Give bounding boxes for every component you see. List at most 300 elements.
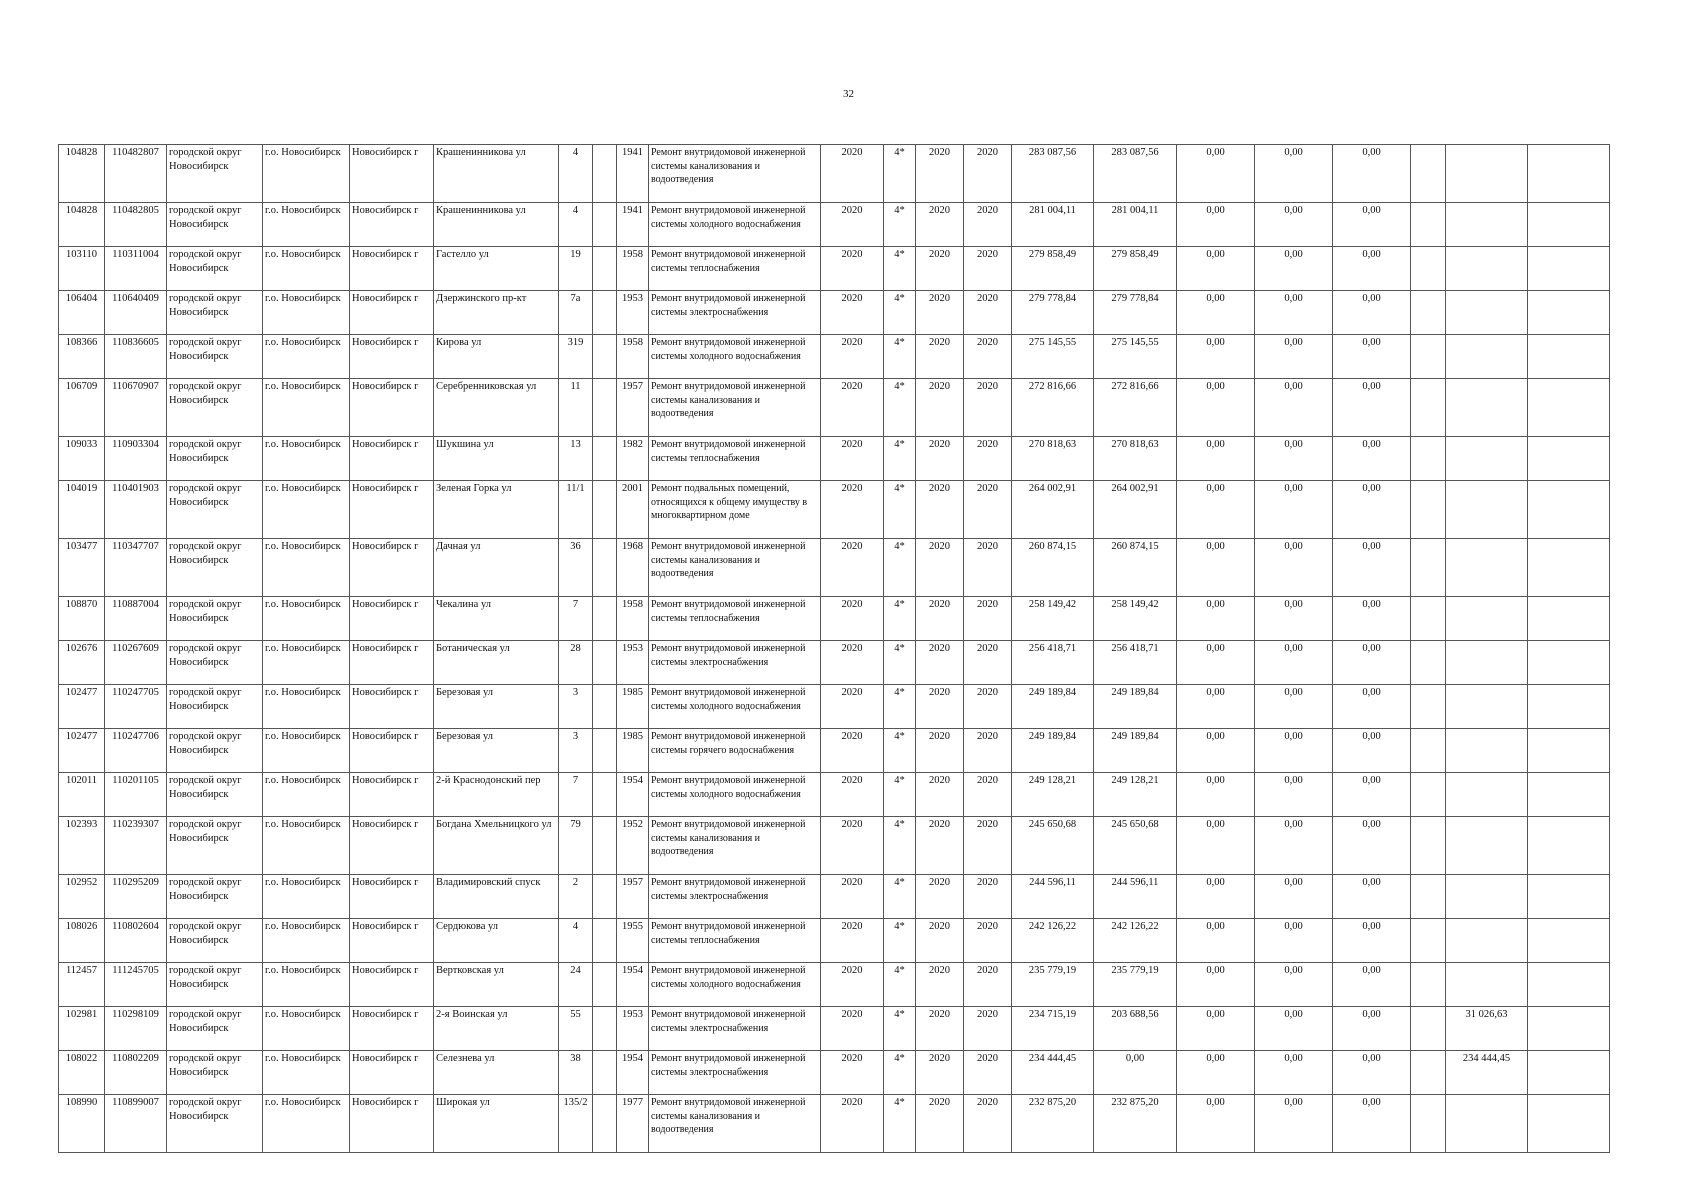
build-year-cell: 1958 [617,597,649,641]
plan-year-cell: 2020 [821,247,884,291]
work-type-cell: Ремонт внутридомовой инженерной системы холодного водоснабжения [649,335,821,379]
row-id-cell: 106404 [59,291,105,335]
work-type-cell: Ремонт внутридомовой инженерной системы холодного водоснабжения [649,203,821,247]
building-cell [593,875,617,919]
district-cell: городской округ Новосибирск [167,597,263,641]
house-number-cell: 2 [559,875,593,919]
year-from-cell: 2020 [916,1095,964,1153]
object-code-cell: 110401903 [105,481,167,539]
amount-1-cell: 0,00 [1177,335,1255,379]
row-id-cell: 102477 [59,685,105,729]
object-code-cell: 110899007 [105,1095,167,1153]
amount-5-cell [1446,539,1528,597]
table-row [59,641,1610,685]
street-cell: Широкая ул [434,1095,559,1153]
fund-amount-cell: 0,00 [1094,1051,1177,1095]
amount-5-cell [1446,335,1528,379]
amount-1-cell: 0,00 [1177,539,1255,597]
object-code-cell: 110298109 [105,1007,167,1051]
district-cell: городской округ Новосибирск [167,437,263,481]
total-cost-cell: 235 779,19 [1012,963,1094,1007]
plan-year-cell: 2020 [821,145,884,203]
municipality-cell: г.о. Новосибирск [263,641,350,685]
object-code-cell: 110482805 [105,203,167,247]
amount-4-cell [1411,919,1446,963]
total-cost-cell: 249 128,21 [1012,773,1094,817]
work-type-cell: Ремонт подвальных помещений, относящихся к общему имуществу в многоквартирном доме [649,481,821,539]
amount-3-cell: 0,00 [1333,1051,1411,1095]
build-year-cell: 1985 [617,685,649,729]
fund-amount-cell: 203 688,56 [1094,1007,1177,1051]
amount-2-cell: 0,00 [1255,481,1333,539]
municipality-cell: г.о. Новосибирск [263,481,350,539]
object-code-cell: 111245705 [105,963,167,1007]
amount-5-cell [1446,729,1528,773]
object-code-cell: 110640409 [105,291,167,335]
total-cost-cell: 232 875,20 [1012,1095,1094,1153]
city-cell: Новосибирск г [350,335,434,379]
plan-year-cell: 2020 [821,875,884,919]
table-row [59,597,1610,641]
mark-cell: 4* [884,1095,916,1153]
amount-1-cell: 0,00 [1177,875,1255,919]
building-cell [593,685,617,729]
total-cost-cell: 260 874,15 [1012,539,1094,597]
page-number: 32 [843,88,854,100]
amount-2-cell: 0,00 [1255,437,1333,481]
work-type-cell: Ремонт внутридомовой инженерной системы канализования и водоотведения [649,539,821,597]
amount-6-cell [1528,145,1610,203]
street-cell: Зеленая Горка ул [434,481,559,539]
year-from-cell: 2020 [916,773,964,817]
build-year-cell: 1958 [617,247,649,291]
amount-1-cell: 0,00 [1177,919,1255,963]
plan-year-cell: 2020 [821,963,884,1007]
plan-year-cell: 2020 [821,1051,884,1095]
work-type-cell: Ремонт внутридомовой инженерной системы холодного водоснабжения [649,963,821,1007]
house-number-cell: 36 [559,539,593,597]
plan-year-cell: 2020 [821,685,884,729]
amount-4-cell [1411,247,1446,291]
amount-3-cell: 0,00 [1333,481,1411,539]
row-id-cell: 108366 [59,335,105,379]
amount-6-cell [1528,685,1610,729]
street-cell: Селезнева ул [434,1051,559,1095]
amount-1-cell: 0,00 [1177,641,1255,685]
city-cell: Новосибирск г [350,145,434,203]
object-code-cell: 110482807 [105,145,167,203]
year-to-cell: 2020 [964,875,1012,919]
year-from-cell: 2020 [916,1007,964,1051]
object-code-cell: 110802209 [105,1051,167,1095]
building-cell [593,481,617,539]
street-cell: Вертковская ул [434,963,559,1007]
amount-3-cell: 0,00 [1333,1007,1411,1051]
building-cell [593,291,617,335]
amount-1-cell: 0,00 [1177,291,1255,335]
amount-4-cell [1411,685,1446,729]
municipality-cell: г.о. Новосибирск [263,291,350,335]
street-cell: Крашенинникова ул [434,145,559,203]
amount-4-cell [1411,481,1446,539]
amount-5-cell [1446,919,1528,963]
city-cell: Новосибирск г [350,203,434,247]
work-type-cell: Ремонт внутридомовой инженерной системы теплоснабжения [649,437,821,481]
amount-6-cell [1528,817,1610,875]
city-cell: Новосибирск г [350,685,434,729]
fund-amount-cell: 242 126,22 [1094,919,1177,963]
row-id-cell: 109033 [59,437,105,481]
street-cell: 2-й Краснодонский пер [434,773,559,817]
total-cost-cell: 264 002,91 [1012,481,1094,539]
amount-2-cell: 0,00 [1255,817,1333,875]
year-to-cell: 2020 [964,597,1012,641]
house-number-cell: 7а [559,291,593,335]
build-year-cell: 1953 [617,641,649,685]
amount-2-cell: 0,00 [1255,335,1333,379]
amount-3-cell: 0,00 [1333,641,1411,685]
table-row [59,291,1610,335]
amount-2-cell: 0,00 [1255,641,1333,685]
build-year-cell: 1952 [617,817,649,875]
city-cell: Новосибирск г [350,437,434,481]
building-cell [593,145,617,203]
fund-amount-cell: 235 779,19 [1094,963,1177,1007]
work-type-cell: Ремонт внутридомовой инженерной системы горячего водоснабжения [649,729,821,773]
year-from-cell: 2020 [916,203,964,247]
mark-cell: 4* [884,539,916,597]
city-cell: Новосибирск г [350,597,434,641]
work-type-cell: Ремонт внутридомовой инженерной системы теплоснабжения [649,597,821,641]
municipality-cell: г.о. Новосибирск [263,919,350,963]
build-year-cell: 1941 [617,203,649,247]
year-from-cell: 2020 [916,379,964,437]
street-cell: Гастелло ул [434,247,559,291]
amount-3-cell: 0,00 [1333,597,1411,641]
object-code-cell: 110347707 [105,539,167,597]
mark-cell: 4* [884,685,916,729]
building-cell [593,597,617,641]
total-cost-cell: 258 149,42 [1012,597,1094,641]
amount-3-cell: 0,00 [1333,729,1411,773]
amount-1-cell: 0,00 [1177,145,1255,203]
plan-year-cell: 2020 [821,729,884,773]
street-cell: Владимировский спуск [434,875,559,919]
table-row [59,1007,1610,1051]
building-cell [593,963,617,1007]
amount-5-cell [1446,437,1528,481]
amount-6-cell [1528,437,1610,481]
build-year-cell: 2001 [617,481,649,539]
amount-6-cell [1528,773,1610,817]
plan-year-cell: 2020 [821,481,884,539]
house-number-cell: 3 [559,729,593,773]
plan-year-cell: 2020 [821,379,884,437]
fund-amount-cell: 249 189,84 [1094,729,1177,773]
year-from-cell: 2020 [916,597,964,641]
building-cell [593,1051,617,1095]
mark-cell: 4* [884,963,916,1007]
row-id-cell: 108026 [59,919,105,963]
municipality-cell: г.о. Новосибирск [263,773,350,817]
object-code-cell: 110903304 [105,437,167,481]
street-cell: Крашенинникова ул [434,203,559,247]
amount-2-cell: 0,00 [1255,1095,1333,1153]
fund-amount-cell: 270 818,63 [1094,437,1177,481]
city-cell: Новосибирск г [350,379,434,437]
district-cell: городской округ Новосибирск [167,773,263,817]
fund-amount-cell: 244 596,11 [1094,875,1177,919]
total-cost-cell: 245 650,68 [1012,817,1094,875]
municipality-cell: г.о. Новосибирск [263,1007,350,1051]
street-cell: Кирова ул [434,335,559,379]
district-cell: городской округ Новосибирск [167,963,263,1007]
total-cost-cell: 249 189,84 [1012,685,1094,729]
building-cell [593,437,617,481]
work-type-cell: Ремонт внутридомовой инженерной системы электроснабжения [649,875,821,919]
amount-5-cell [1446,1095,1528,1153]
amount-2-cell: 0,00 [1255,919,1333,963]
municipality-cell: г.о. Новосибирск [263,875,350,919]
amount-1-cell: 0,00 [1177,481,1255,539]
amount-4-cell [1411,729,1446,773]
amount-2-cell: 0,00 [1255,685,1333,729]
amount-6-cell [1528,729,1610,773]
amount-4-cell [1411,1007,1446,1051]
amount-6-cell [1528,539,1610,597]
year-to-cell: 2020 [964,539,1012,597]
amount-3-cell: 0,00 [1333,291,1411,335]
year-to-cell: 2020 [964,729,1012,773]
amount-5-cell [1446,773,1528,817]
row-id-cell: 108022 [59,1051,105,1095]
amount-5-cell [1446,247,1528,291]
district-cell: городской округ Новосибирск [167,1095,263,1153]
table-row [59,481,1610,539]
plan-year-cell: 2020 [821,817,884,875]
municipality-cell: г.о. Новосибирск [263,729,350,773]
amount-1-cell: 0,00 [1177,1007,1255,1051]
build-year-cell: 1985 [617,729,649,773]
street-cell: Березовая ул [434,729,559,773]
year-from-cell: 2020 [916,1051,964,1095]
city-cell: Новосибирск г [350,291,434,335]
district-cell: городской округ Новосибирск [167,247,263,291]
fund-amount-cell: 232 875,20 [1094,1095,1177,1153]
amount-6-cell [1528,291,1610,335]
house-number-cell: 7 [559,773,593,817]
build-year-cell: 1955 [617,919,649,963]
house-number-cell: 28 [559,641,593,685]
year-to-cell: 2020 [964,963,1012,1007]
city-cell: Новосибирск г [350,817,434,875]
house-number-cell: 319 [559,335,593,379]
amount-6-cell [1528,963,1610,1007]
amount-5-cell [1446,597,1528,641]
house-number-cell: 13 [559,437,593,481]
amount-6-cell [1528,641,1610,685]
house-number-cell: 11/1 [559,481,593,539]
municipality-cell: г.о. Новосибирск [263,145,350,203]
municipality-cell: г.о. Новосибирск [263,963,350,1007]
amount-4-cell [1411,539,1446,597]
amount-6-cell [1528,1095,1610,1153]
amount-1-cell: 0,00 [1177,379,1255,437]
mark-cell: 4* [884,729,916,773]
year-from-cell: 2020 [916,437,964,481]
total-cost-cell: 272 816,66 [1012,379,1094,437]
amount-4-cell [1411,875,1446,919]
year-to-cell: 2020 [964,685,1012,729]
amount-4-cell [1411,145,1446,203]
row-id-cell: 104019 [59,481,105,539]
build-year-cell: 1953 [617,291,649,335]
row-id-cell: 102393 [59,817,105,875]
building-cell [593,919,617,963]
year-from-cell: 2020 [916,539,964,597]
amount-4-cell [1411,963,1446,1007]
table-row [59,773,1610,817]
build-year-cell: 1954 [617,963,649,1007]
district-cell: городской округ Новосибирск [167,729,263,773]
build-year-cell: 1941 [617,145,649,203]
amount-1-cell: 0,00 [1177,685,1255,729]
mark-cell: 4* [884,1051,916,1095]
street-cell: Дзержинского пр-кт [434,291,559,335]
city-cell: Новосибирск г [350,729,434,773]
object-code-cell: 110267609 [105,641,167,685]
build-year-cell: 1953 [617,1007,649,1051]
object-code-cell: 110802604 [105,919,167,963]
plan-year-cell: 2020 [821,641,884,685]
year-to-cell: 2020 [964,247,1012,291]
amount-6-cell [1528,247,1610,291]
fund-amount-cell: 279 778,84 [1094,291,1177,335]
object-code-cell: 110247706 [105,729,167,773]
amount-6-cell [1528,481,1610,539]
table-row [59,437,1610,481]
street-cell: Сердюкова ул [434,919,559,963]
amount-1-cell: 0,00 [1177,597,1255,641]
row-id-cell: 102952 [59,875,105,919]
building-cell [593,641,617,685]
table-row [59,247,1610,291]
amount-2-cell: 0,00 [1255,145,1333,203]
fund-amount-cell: 245 650,68 [1094,817,1177,875]
row-id-cell: 104828 [59,203,105,247]
building-cell [593,1095,617,1153]
district-cell: городской округ Новосибирск [167,539,263,597]
house-number-cell: 55 [559,1007,593,1051]
mark-cell: 4* [884,145,916,203]
amount-5-cell: 234 444,45 [1446,1051,1528,1095]
work-type-cell: Ремонт внутридомовой инженерной системы холодного водоснабжения [649,773,821,817]
amount-5-cell [1446,379,1528,437]
work-type-cell: Ремонт внутридомовой инженерной системы теплоснабжения [649,247,821,291]
total-cost-cell: 283 087,56 [1012,145,1094,203]
amount-5-cell [1446,875,1528,919]
amount-3-cell: 0,00 [1333,203,1411,247]
mark-cell: 4* [884,641,916,685]
amount-2-cell: 0,00 [1255,875,1333,919]
plan-year-cell: 2020 [821,437,884,481]
object-code-cell: 110239307 [105,817,167,875]
table-row [59,1095,1610,1153]
amount-3-cell: 0,00 [1333,379,1411,437]
amount-6-cell [1528,597,1610,641]
amount-2-cell: 0,00 [1255,1007,1333,1051]
house-number-cell: 4 [559,919,593,963]
build-year-cell: 1968 [617,539,649,597]
table-row [59,685,1610,729]
year-from-cell: 2020 [916,817,964,875]
plan-year-cell: 2020 [821,291,884,335]
object-code-cell: 110201105 [105,773,167,817]
amount-2-cell: 0,00 [1255,539,1333,597]
municipality-cell: г.о. Новосибирск [263,379,350,437]
amount-3-cell: 0,00 [1333,817,1411,875]
amount-4-cell [1411,203,1446,247]
year-to-cell: 2020 [964,481,1012,539]
district-cell: городской округ Новосибирск [167,291,263,335]
amount-4-cell [1411,1051,1446,1095]
total-cost-cell: 256 418,71 [1012,641,1094,685]
object-code-cell: 110247705 [105,685,167,729]
total-cost-cell: 270 818,63 [1012,437,1094,481]
row-id-cell: 103477 [59,539,105,597]
fund-amount-cell: 272 816,66 [1094,379,1177,437]
amount-6-cell [1528,919,1610,963]
build-year-cell: 1958 [617,335,649,379]
amount-5-cell [1446,291,1528,335]
object-code-cell: 110670907 [105,379,167,437]
building-cell [593,335,617,379]
table-row [59,875,1610,919]
amount-3-cell: 0,00 [1333,685,1411,729]
building-cell [593,539,617,597]
amount-2-cell: 0,00 [1255,963,1333,1007]
year-from-cell: 2020 [916,481,964,539]
district-cell: городской округ Новосибирск [167,1051,263,1095]
plan-year-cell: 2020 [821,1095,884,1153]
amount-3-cell: 0,00 [1333,437,1411,481]
amount-4-cell [1411,335,1446,379]
plan-year-cell: 2020 [821,773,884,817]
table-row [59,963,1610,1007]
municipality-cell: г.о. Новосибирск [263,1051,350,1095]
amount-6-cell [1528,875,1610,919]
build-year-cell: 1977 [617,1095,649,1153]
table-row [59,335,1610,379]
amount-5-cell [1446,685,1528,729]
amount-3-cell: 0,00 [1333,247,1411,291]
object-code-cell: 110295209 [105,875,167,919]
street-cell: Чекалина ул [434,597,559,641]
amount-5-cell [1446,481,1528,539]
amount-4-cell [1411,1095,1446,1153]
build-year-cell: 1954 [617,773,649,817]
year-to-cell: 2020 [964,1051,1012,1095]
total-cost-cell: 249 189,84 [1012,729,1094,773]
row-id-cell: 102676 [59,641,105,685]
mark-cell: 4* [884,437,916,481]
fund-amount-cell: 249 128,21 [1094,773,1177,817]
city-cell: Новосибирск г [350,539,434,597]
amount-3-cell: 0,00 [1333,145,1411,203]
city-cell: Новосибирск г [350,641,434,685]
fund-amount-cell: 281 004,11 [1094,203,1177,247]
city-cell: Новосибирск г [350,875,434,919]
